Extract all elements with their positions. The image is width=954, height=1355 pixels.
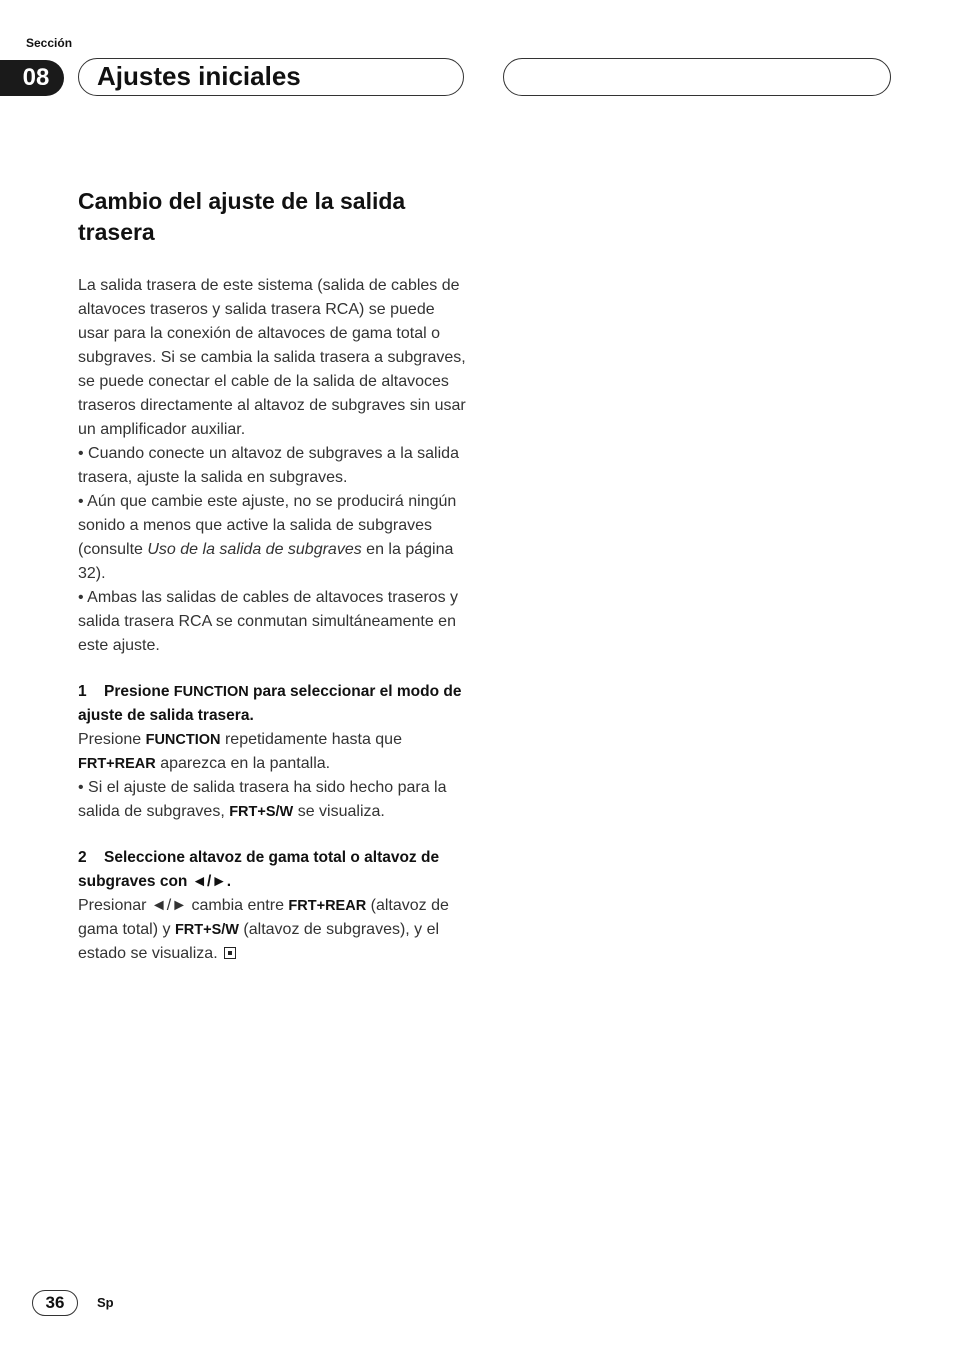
section-number-badge: 08 [0, 60, 64, 96]
bullet-item [78, 490, 468, 586]
section-title: Ajustes iniciales [97, 61, 301, 91]
keyword-frt-rear: FRT+REAR [78, 756, 156, 772]
keyword-frt-sw: FRT+S/W [174, 922, 239, 938]
cross-reference: Uso de la salida de subgraves [147, 541, 362, 558]
bullet-text: • Aún que cambie este ajuste, no se producirá ningún sonido a menos que active la salida de subgraves (consulte [78, 493, 457, 558]
step-text: • Si el ajuste de salida trasera ha sido hecho para la salida de subgraves, [78, 779, 447, 820]
section-label: Sección [26, 36, 73, 50]
step-text: (altavoz de subgraves), y el estado se visualiza. [78, 921, 440, 962]
step-text: aparezca en la pantalla. [155, 755, 331, 772]
step-2-heading [78, 846, 468, 894]
step-text: repetidamente hasta que [220, 731, 402, 748]
step-1-body [78, 728, 468, 776]
step-2-body [78, 894, 468, 966]
bullet-text: en la página 32). [78, 541, 454, 582]
empty-title-box [503, 58, 891, 96]
step-1-heading [78, 680, 468, 728]
main-content [78, 186, 468, 966]
bullet-item: • Cuando conecte un altavoz de subgraves a la salida trasera, ajuste la salida en subgraves. [78, 445, 459, 486]
intro-paragraph: La salida trasera de este sistema (salida de cables de altavoces traseros y salida trasera RCA) se puede usar para la conexión de altavoces de gama total o subgraves. Si se cambia la salida trasera a subgraves, se puede conectar el cable de la salida de altavoces traseros directamente al altavoz de subgraves sin usar un amplificador auxiliar. [78, 277, 466, 438]
keyword-frt-sw: FRT+S/W [229, 804, 294, 820]
language-code: Sp [97, 1295, 114, 1310]
step-text: se visualiza. [293, 803, 385, 820]
page-heading: Cambio del ajuste de la salida trasera [78, 188, 406, 245]
step-text: (altavoz de gama total) y [78, 897, 449, 938]
step-number: 2 [78, 849, 87, 866]
step-number: 1 [78, 683, 87, 700]
bullet-item: • Ambas las salidas de cables de altavoces traseros y salida trasera RCA se conmutan simultáneamente en este ajuste. [78, 589, 459, 654]
page-number: 36 [32, 1290, 78, 1316]
step-1-bullet [78, 776, 468, 824]
step-text: para seleccionar el modo de ajuste de salida trasera. [78, 683, 462, 724]
end-of-section-icon [224, 947, 236, 959]
step-text: Presione [104, 683, 174, 700]
section-title-box [78, 58, 464, 96]
keyword-function: FUNCTION [173, 684, 249, 700]
step-text: Presionar ◄/► cambia entre [78, 897, 289, 914]
keyword-function: FUNCTION [145, 732, 221, 748]
step-text: Presione [78, 731, 146, 748]
keyword-frt-rear: FRT+REAR [288, 898, 367, 914]
step-text: Seleccione altavoz de gama total o altavoz de subgraves con ◄/►. [78, 849, 440, 890]
